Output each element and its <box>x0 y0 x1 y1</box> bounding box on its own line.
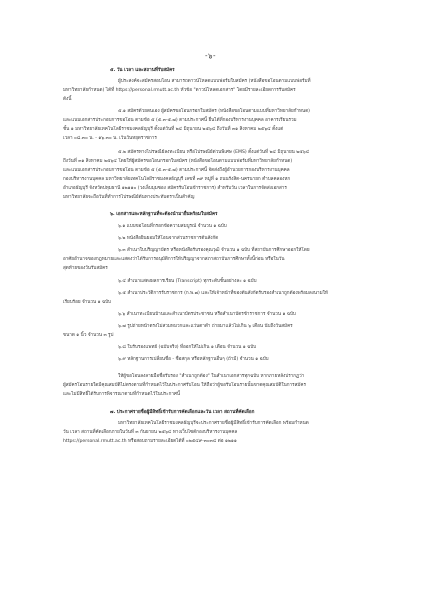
section-5-2-line: ถึงวันที่ ๓๑ สิงหาคม ๒๕๖๔ โดยให้ผู้สมัครขอโอนกรอกใบสมัคร (หนังสือขอโอนตามแบบฟอร์มที่มหาวิทยาลัยกำหนด) <box>63 159 293 164</box>
section-6-item: ๖.๘ ใบรับรองแพทย์ (ฉบับจริง) ที่ออกให้ไม่เกิน ๑ เดือน จำนวน ๑ ฉบับ <box>118 345 257 350</box>
section-6-note-line: และไม่มีสิทธิ์ได้รับการพิจารณาตามที่กำหนดไว้ในประกาศนี้ <box>63 392 181 397</box>
section-6-item: ๖.๒ หนังสือยินยอมให้โอนจากส่วนราชการต้นสังกัด <box>118 236 219 241</box>
section-5-2-line: อำเภอธัญบุรี จังหวัดปทุมธานี ๑๒๑๑๐ (วงเล็บมุมซอง สมัครรับโอนข้าราชการ) สำหรับวัน เวลาในการจัดส่งเอกสาร <box>63 186 287 191</box>
section-6-item: สุดท้ายของวันรับสมัคร <box>63 266 108 271</box>
section-6-item: ๖.๔ สำเนาแสดงผลการเรียน (Transcript) ทุกระดับชั้นอย่างละ ๑ ฉบับ <box>118 279 257 284</box>
section-5-2-line: มหาวิทยาลัยจะถือวันที่ทำการไปรษณีย์ต้นทางประทับตราเป็นสำคัญ <box>63 195 195 200</box>
section-7-heading: ๗. ประกาศรายชื่อผู้มีสิทธิ์เข้ารับการคัดเลือกและวัน เวลา สถานที่คัดเลือก <box>110 410 255 415</box>
section-5-2-line: ๕.๒ สมัครทางไปรษณีย์ลงทะเบียน หรือไปรษณีย์ด่วนพิเศษ (EMS) ตั้งแต่วันที่ ๒๔ มิถุนายน ๒๕๖๔ <box>118 150 310 155</box>
section-6-item: เรียบร้อย จำนวน ๑ ฉบับ <box>63 300 111 305</box>
section-5-1-line: ๕.๑ สมัครด้วยตนเอง ผู้สมัครขอโอนกรอกใบสมัคร (หนังสือขอโอนตามแบบที่มหาวิทยาลัยกำหนด) <box>118 109 310 114</box>
section-7-line: https://personal.rmutt.ac.th หรือสอบถามรายละเอียดได้ที่ ๐๒๕๔๙-๓๐๓๔ ต่อ ๑๒๑๑ <box>63 439 237 444</box>
section-5-1-line: เวลา ๐๘.๓๐ น. - ๑๖.๓๐ น. เว้นวันหยุดราชการ <box>63 136 157 141</box>
section-5-2-line: กองบริหารงานบุคคล มหาวิทยาลัยเทคโนโลยีราชมงคลธัญบุรี เลขที่ ๓๙ หมู่ที่ ๑ ถนนรังสิต-นครนายก ตำบลคลองหก <box>63 177 291 182</box>
section-6-item: ๖.๙ หลักฐานการเปลี่ยนชื่อ - ชื่อสกุล หรือหลักฐานอื่นๆ (ถ้ามี) จำนวน ๑ ฉบับ <box>118 357 269 362</box>
section-6-heading: ๖. เอกสารและหลักฐานที่จะต้องนำมายื่นพร้อมใบสมัคร <box>110 212 218 217</box>
section-5-intro-line: ดังนี้ <box>63 97 72 102</box>
section-5-intro-line: ผู้ประสงค์จะสมัครสอบโอน สามารถดาวน์โหลดแบบฟอร์มใบสมัคร (หนังสือขอโอนตามแบบฟอร์มที่ <box>118 79 311 84</box>
section-6-note-line: ให้ผู้ขอโอนลงลายมือชื่อรับรอง "สำเนาถูกต้อง" ในสำเนาเอกสารทุกฉบับ หากภายหลังปรากฏว่า <box>118 374 305 379</box>
section-5-2-line: และแนบเอกสารประกอบการขอโอน ตามข้อ ๕ (๕.๓-๕.๗) ตามประกาศนี้ จัดส่งถึงผู้อำนวยการกองบริหารงานบุคคล <box>63 168 290 173</box>
section-7-line: มหาวิทยาลัยเทคโนโลยีราชมงคลธัญบุรีจะประกาศรายชื่อผู้มีสิทธิ์เข้ารับการคัดเลือก พร้อมกำหนด <box>118 421 309 426</box>
section-6-item: ๖.๖ สำเนาทะเบียนบ้านและสำเนาบัตรประชาชน หรือสำเนาบัตรข้าราชการ จำนวน ๑ ฉบับ <box>118 312 296 317</box>
section-6-item: อาศัยอำนาจของกฎหมายและแสดงว่าได้รับการอนุมัติการให้ปริญญาจากสภาสถาบันการศึกษาทั้งนี้ก่อน หรือในวัน <box>63 257 285 262</box>
section-5-intro-line: มหาวิทยาลัยกำหนด) ได้ที่ https://personal.rmutt.ac.th หัวข้อ "ดาวน์โหลดเอกสาร" โดยมีรายละเอียดการรับสมัคร <box>63 88 296 93</box>
section-5-heading: ๕. วัน เวลา และสถานที่รับสมัคร <box>110 68 175 73</box>
section-5-1-line: ชั้น ๑ มหาวิทยาลัยเทคโนโลยีราชมงคลธัญบุรี ตั้งแต่วันที่ ๒๔ มิถุนายน ๒๕๖๔ ถึงวันที่ ๓๑ สิงหาคม ๒๕๖๔ ตั้งแต่ <box>63 127 284 132</box>
section-5-1-line: และแนบเอกสารประกอบการขอโอน ตามข้อ ๕ (๕.๓-๕.๗) ตามประกาศนี้ ยื่นได้ที่กองบริหารงานบุคคล อาคารเรียนรวม <box>63 118 297 123</box>
page-number: -๖- <box>205 52 216 60</box>
section-6-item: ๖.๓ สำเนาใบปริญญาบัตร หรือหนังสือรับรองคุณวุฒิ จำนวน ๑ ฉบับ ที่สถาบันการศึกษาออกให้โดย <box>118 248 310 253</box>
section-6-item: ขนาด ๑ นิ้ว จำนวน ๓ รูป <box>63 333 114 338</box>
section-6-item: ๖.๗ รูปถ่ายหน้าตรงไม่สวมหมวกและแว่นตาดำ ถ่ายมาแล้วไม่เกิน ๖ เดือน นับถึงวันสมัคร <box>118 324 293 329</box>
section-7-line: วัน เวลา สถานที่คัดเลือกภายในวันที่ ๓ กันยายน ๒๕๖๔ ทางเว็บไซต์กองบริหารงานบุคคล <box>63 430 238 435</box>
section-6-note-line: ผู้สมัครโอนรายใดมีคุณสมบัติไม่ตรงตามที่กำหนดไว้ในประกาศรับโอน ให้ถือว่าผู้ขอรับโอนรายนั้นขาดคุณสมบัติในการสมัคร <box>63 383 306 388</box>
section-6-item: ๖.๕ สำเนาประวัติการรับราชการ (ก.พ.๗) และให้เจ้าหน้าที่ของต้นสังกัดรับรองสำเนาถูกต้องพร้อมลงนามให้ <box>118 291 328 296</box>
section-6-item: ๖.๑ แบบขอโอนที่กรอกข้อความสมบูรณ์ จำนวน ๑ ฉบับ <box>118 224 227 229</box>
